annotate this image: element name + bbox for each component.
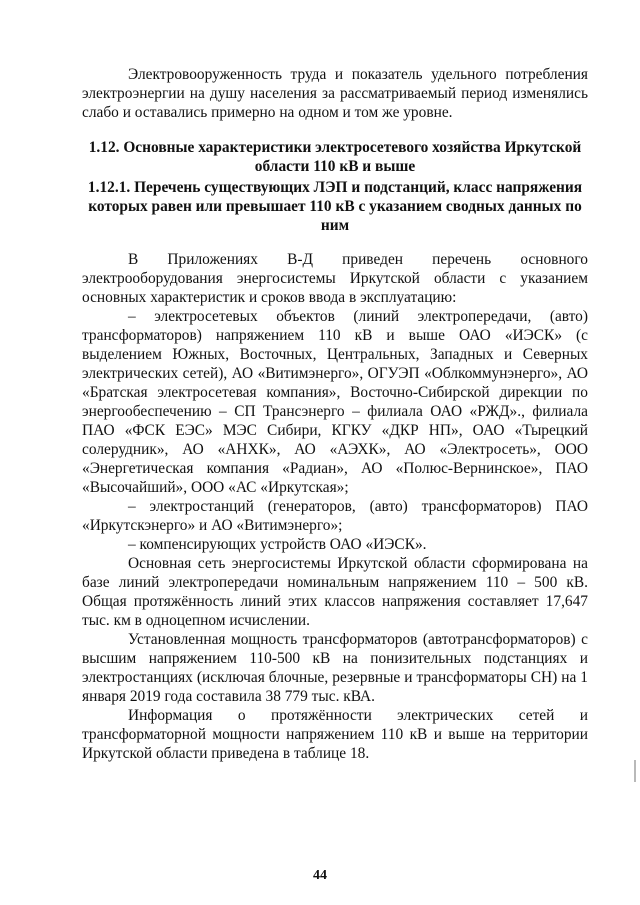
section-heading-block xyxy=(82,138,588,176)
paragraph-appendix-intro: В Приложениях В-Д приведен перечень основного электрооборудования энергосистемы Иркутской области с указанием основных характеристик и сроков ввода в эксплуатацию: xyxy=(82,251,588,306)
section-heading: 1.12. Основные характеристики электросетевого хозяйства Иркутской области 110 кВ и выше xyxy=(88,139,582,175)
paragraph-power-stations: – электростанций (генераторов, (авто) трансформаторов) ПАО «Иркутскэнерго» и АО «Витимэнерго»; xyxy=(82,498,588,534)
intro-block xyxy=(82,65,588,122)
paragraph-grid-objects: – электросетевых объектов (линий электропередачи, (авто) трансформаторов) напряжением 110 кВ и выше ОАО «ИЭСК» (с выделением Южных, Восточных, Центральных, Западных и Северных электрических сетей), АО «Витимэнерго», ОГУЭП «Облкоммунэнерго», АО «Братская электросетевая компания», Восточно-Сибирской дирекции по энергообеспечению – СП Трансэнерго – филиала ОАО «РЖД»., филиала ПАО «ФСК ЕЭС» МЭС Сибири, КГКУ «ДКР НП», ОАО «Тырецкий солерудник», АО «АНХК», АО «АЭХК», АО «Электросеть», ООО «Энергетическая компания «Радиан», АО «Полюс-Вернинское», ПАО «Высочайший», ООО «АС «Иркутская»; xyxy=(82,308,588,496)
scan-margin-mark xyxy=(634,760,636,782)
body-text xyxy=(82,250,588,763)
page-number: 44 xyxy=(313,868,327,883)
paragraph-compensating-devices: – компенсирующих устройств ОАО «ИЭСК». xyxy=(128,536,427,553)
paragraph-table-reference: Информация о протяжённости электрических сетей и трансформаторной мощности напряжением 110 кВ и выше на территории Иркутской области приведена в таблице 18. xyxy=(82,707,588,762)
subsection-heading-block xyxy=(82,178,588,235)
paragraph-main-network: Основная сеть энергосистемы Иркутской области сформирована на базе линий электропередачи номинальным напряжением 110 – 500 кВ. Общая протяжённость линий этих классов напряжения составляет 17,647 тыс. км в одноцепном исчислении. xyxy=(82,555,588,629)
paragraph-installed-capacity: Установленная мощность трансформаторов (автотрансформаторов) с высшим напряжением 110-500 кВ на понизительных подстанциях и электростанциях (исключая блочные, резервные и трансформаторы СН) на 1 января 2019 года составила 38 779 тыс. кВА. xyxy=(82,631,588,705)
intro-paragraph: Электровооруженность труда и показатель удельного потребления электроэнергии на душу населения за рассматриваемый период изменялись слабо и оставались примерно на одном и том же уровне. xyxy=(82,66,588,121)
subsection-heading: 1.12.1. Перечень существующих ЛЭП и подстанций, класс напряжения которых равен или превышает 110 кВ с указанием сводных данных по ним xyxy=(87,179,583,234)
